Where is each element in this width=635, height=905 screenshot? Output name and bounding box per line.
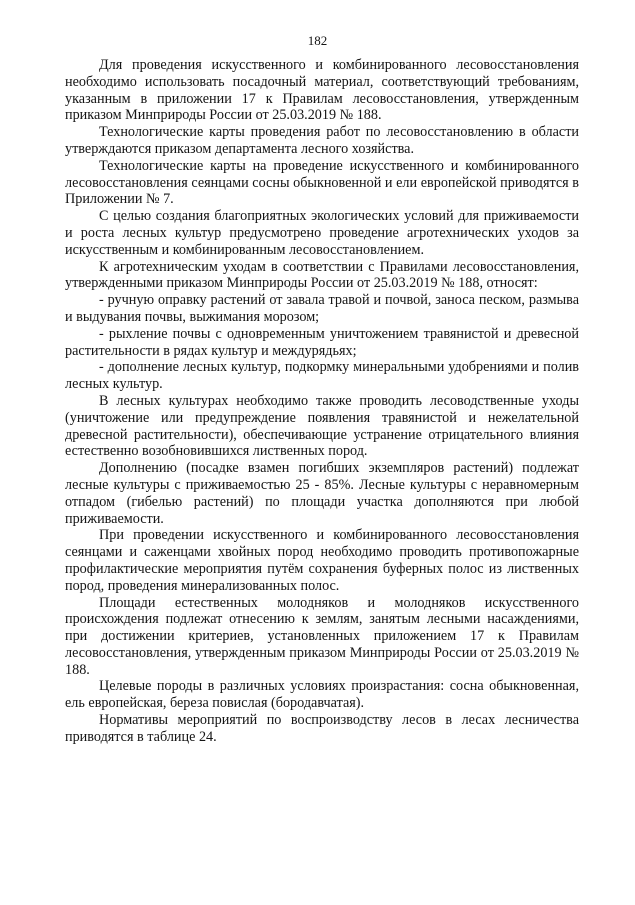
list-item-soil-loosening: - рыхление почвы с одновременным уничтожением травянистой и древесной растительности в рядах культур и междурядьях; [65, 325, 579, 359]
paragraph-technological-maps-approval: Технологические карты проведения работ по лесовосстановлению в области утверждаются приказом департамента лесного хозяйства. [65, 124, 579, 157]
paragraph-young-stands: Площади естественных молодняков и молодняков искусственного происхождения подлежат отнесению к землям, занятым лесными насаждениями, при достижении критериев, установленных приложением 17 к Правилам лесовосстановления, утвержденным приказом Минприроды России от 25.03.2019 № 188. [65, 594, 579, 678]
paragraph-table-reference: Нормативы мероприятий по воспроизводству лесов в лесах лесничества приводятся в таблице 24. [65, 712, 579, 745]
document-body [65, 57, 579, 746]
paragraph-target-species: Целевые породы в различных условиях произрастания: сосна обыкновенная, ель европейская, береза повислая (бородавчатая). [65, 678, 579, 712]
paragraph-technological-maps-appendix: Технологические карты на проведение искусственного и комбинированного лесовосстановления сеянцами сосны обыкновенной и ели европейской приводятся в Приложении № 7. [65, 157, 579, 208]
page-number: 182 [307, 33, 328, 48]
paragraph-agrotechnical-care-purpose: С целью создания благоприятных экологических условий для приживаемости и роста лесных культур предусмотрено проведение агротехнических уходов за искусственным и комбинированным лесовосстановлением. [65, 208, 579, 258]
paragraph-silvicultural-care: В лесных культурах необходимо также проводить лесоводственные уходы (уничтожение или предупреждение появления травянистой и нежелательной древесной растительности), обеспечивающие устранение отрицательного влияния естественно возобновившихся лиственных пород. [65, 392, 579, 460]
paragraph-replenishment-rules: Дополнению (посадке взамен погибших экземпляров растений) подлежат лесные культуры с приживаемостью 25 - 85%. Лесные культуры с неравномерным отпадом (гибелью растений) по площади участка дополняются при любой приживаемости. [65, 460, 579, 527]
paragraph-agrotechnical-care-intro: К агротехническим уходам в соответствии с Правилами лесовосстановления, утвержденными приказом Минприроды России от 25.03.2019 № 188, относят: [65, 258, 579, 292]
paragraph-fire-prevention: При проведении искусственного и комбинированного лесовосстановления сеянцами и саженцами хвойных пород необходимо проводить противопожарные профилактические мероприятия путём сохранения буферных полос из лиственных пород, проведения минерализованных полос. [65, 527, 579, 594]
list-item-manual-straightening: - ручную оправку растений от завала травой и почвой, заноса песком, размыва и выдувания почвы, выжимания морозом; [65, 292, 579, 325]
list-item-replenishment: - дополнение лесных культур, подкормку минеральными удобрениями и полив лесных культур. [65, 359, 579, 393]
paragraph-planting-material: Для проведения искусственного и комбинированного лесовосстановления необходимо использовать посадочный материал, соответствующий требованиям, указанным в приложении 17 к Правилам лесовосстановления, утвержденным приказом Минприроды России от 25.03.2019 № 188. [65, 57, 579, 124]
